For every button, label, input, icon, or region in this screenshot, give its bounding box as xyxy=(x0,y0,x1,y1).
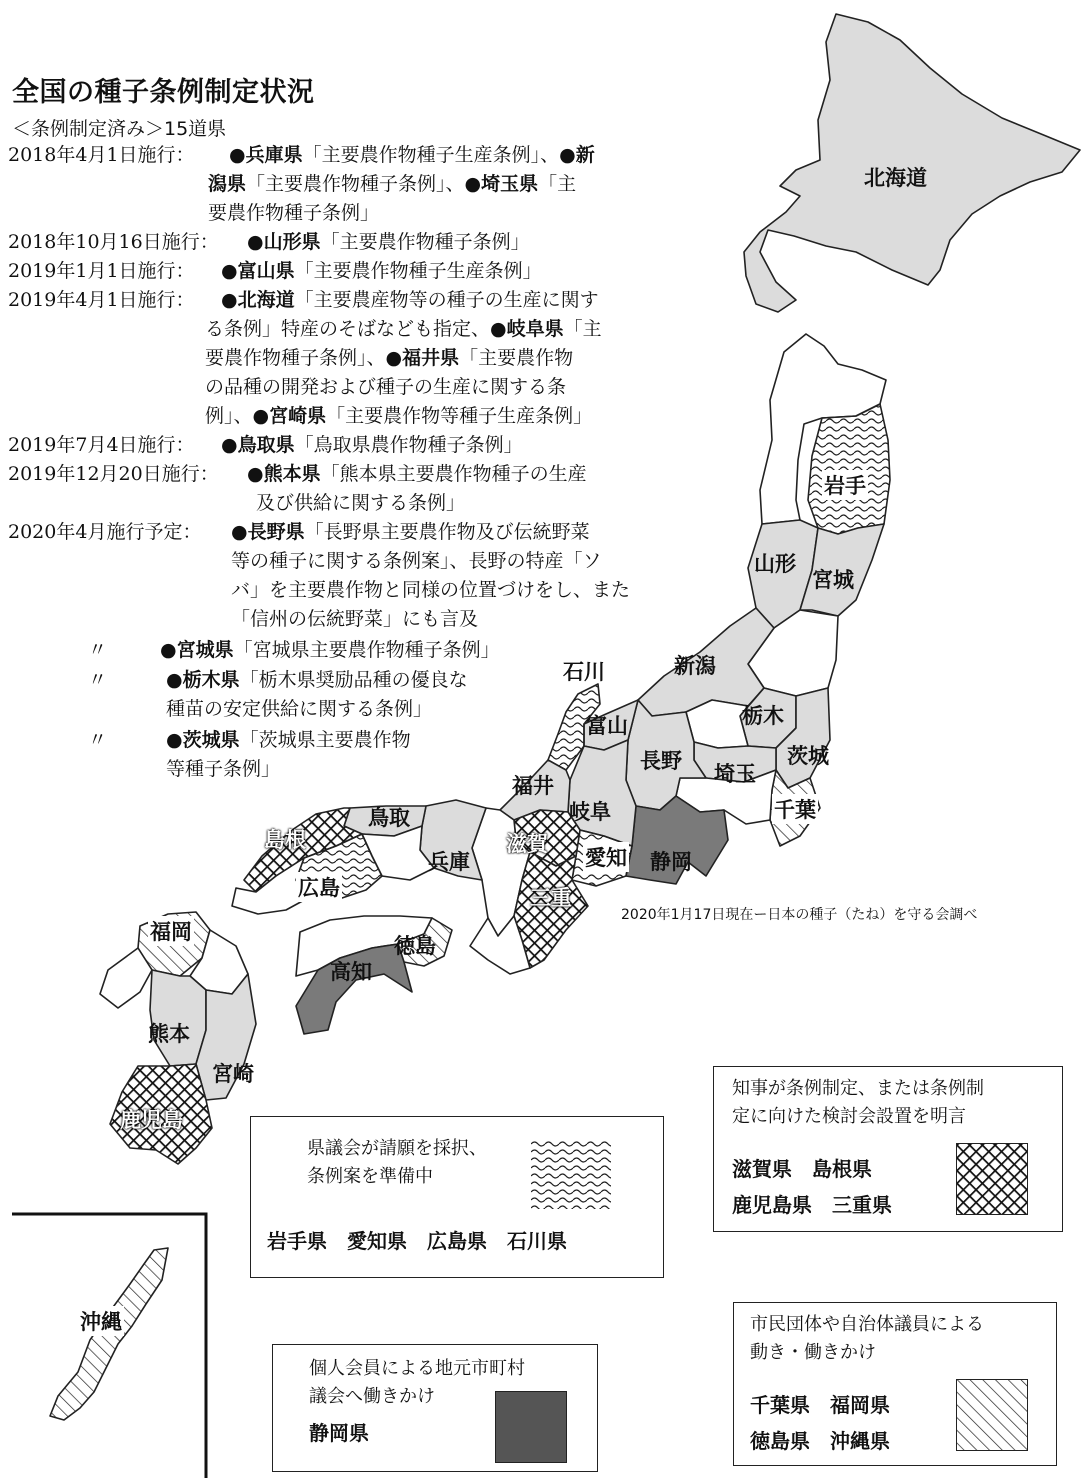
label-ishikawa: 石川 xyxy=(563,660,605,684)
entry-text-line xyxy=(256,489,465,518)
label-hokkaido: 北海道 xyxy=(864,166,927,190)
prefecture-name: ●栃木県 xyxy=(166,669,240,691)
label-hiroshima: 広島 xyxy=(296,872,342,902)
label-fukui: 福井 xyxy=(512,774,554,798)
ordinance-text: 等種子条例」 xyxy=(166,758,281,780)
label-ibaraki: 茨城 xyxy=(787,744,829,768)
label-mie: 三重 xyxy=(530,886,572,910)
crosshatch-pattern-swatch xyxy=(956,1143,1028,1215)
legend-petition-adopted xyxy=(250,1116,664,1278)
label-hyogo: 兵庫 xyxy=(428,850,470,874)
prefecture-name: ●新 xyxy=(559,144,595,166)
label-niigata: 新潟 xyxy=(674,654,716,678)
ordinance-text: 「主 xyxy=(563,318,602,340)
label-okinawa: 沖縄 xyxy=(78,1306,124,1336)
label-tottori: 鳥取 xyxy=(368,806,410,830)
entry-date: 〃 xyxy=(88,669,108,691)
ordinance-text: 「主要農作物種子条例」 xyxy=(320,231,530,253)
prefecture-name: ●宮崎県 xyxy=(252,405,327,427)
ordinance-text: 要農作物種子条例」、 xyxy=(205,347,386,369)
entry-text-line xyxy=(205,315,602,344)
legend-citizen-groups xyxy=(733,1302,1057,1466)
legend-caption: 県議会が請願を採択、 条例案を準備中 xyxy=(307,1138,487,1187)
ordinance-text: 「主要農産物等の種子の生産に関す xyxy=(294,289,599,311)
entry-date: 2020年4月施行予定： xyxy=(8,521,202,543)
entry-text-line xyxy=(247,460,587,489)
label-shizuoka: 静岡 xyxy=(650,850,692,874)
entry-text-line xyxy=(166,755,280,784)
entry-text-line xyxy=(166,695,432,724)
label-kochi: 高知 xyxy=(330,960,372,984)
entry-text-line xyxy=(221,257,542,286)
diagonal-pattern-swatch xyxy=(956,1379,1028,1451)
legend-prefectures: 静岡県 xyxy=(309,1421,369,1445)
entry-text-line xyxy=(229,141,595,170)
prefecture-name: ●富山県 xyxy=(221,260,295,282)
ordinance-text: 「主要農作物種子生産条例」、 xyxy=(302,144,560,166)
label-kumamoto: 熊本 xyxy=(148,1022,190,1046)
entry-text-line xyxy=(231,518,590,547)
label-yamagata: 山形 xyxy=(754,552,796,576)
entry-date: 〃 xyxy=(88,639,108,661)
label-toyama: 富山 xyxy=(586,714,628,738)
entry-text-line xyxy=(208,199,379,228)
prefecture-name: ●長野県 xyxy=(231,521,305,543)
entry-date: 2019年12月20日施行： xyxy=(8,463,219,485)
entry-text-line xyxy=(160,636,500,665)
ordinance-text: 及び供給に関する条例」 xyxy=(256,492,466,514)
prefecture-name: ●北海道 xyxy=(221,289,295,311)
legend-prefectures: 滋賀県 島根県 鹿児島県 三重県 xyxy=(732,1157,892,1217)
label-saitama: 埼玉 xyxy=(714,762,756,786)
ordinance-text: 「鳥取県農作物種子条例」 xyxy=(294,434,523,456)
ordinance-text: 等の種子に関する条例案」、長野の特産「ソ xyxy=(231,550,602,572)
ordinance-text: バ」を主要農作物と同様の位置づけをし、また xyxy=(231,579,631,601)
label-miyagi: 宮城 xyxy=(812,568,854,592)
entry-text-line xyxy=(221,286,599,315)
entry-text-line xyxy=(231,605,478,634)
label-kagoshima: 鹿児島 xyxy=(120,1108,183,1132)
legend-individual-members xyxy=(272,1344,598,1472)
prefecture-name: ●茨城県 xyxy=(166,729,240,751)
region-gunma xyxy=(686,700,748,748)
prefecture-name: ●宮城県 xyxy=(160,639,234,661)
entry-date: 2019年1月1日施行： xyxy=(8,260,195,282)
ordinance-text: 「茨城県主要農作物 xyxy=(239,729,411,751)
ordinance-text: 「熊本県主要農作物種子の生産 xyxy=(320,463,587,485)
label-shiga: 滋賀 xyxy=(506,832,548,856)
ordinance-text: 「主要農作物種子生産条例」 xyxy=(294,260,542,282)
entry-date: 〃 xyxy=(88,729,108,751)
prefecture-name: ●岐阜県 xyxy=(490,318,564,340)
region-iwate xyxy=(808,404,890,534)
label-miyazaki: 宮崎 xyxy=(212,1062,254,1086)
entry-date: 2019年4月1日施行： xyxy=(8,289,195,311)
entry-date: 2018年10月16日施行： xyxy=(8,231,219,253)
prefecture-name: ●兵庫県 xyxy=(229,144,303,166)
ordinance-text: 例」、 xyxy=(205,405,253,427)
entry-text-line xyxy=(166,666,468,695)
ordinance-text: 「栃木県奨励品種の優良な xyxy=(239,669,468,691)
ordinance-text: 「主要農作物等種子生産条例」 xyxy=(326,405,593,427)
entry-text-line xyxy=(221,431,523,460)
ordinance-text: 「主 xyxy=(538,173,577,195)
entry-date: 2019年7月4日施行： xyxy=(8,434,195,456)
prefecture-name: ●山形県 xyxy=(247,231,321,253)
ordinance-text: 「信州の伝統野菜」にも言及 xyxy=(231,608,479,630)
label-iwate: 岩手 xyxy=(822,470,868,500)
entry-text-line xyxy=(166,726,411,755)
ordinance-text: 「宮城県主要農作物種子条例」 xyxy=(233,639,500,661)
entry-date: 2018年4月1日施行： xyxy=(8,144,195,166)
label-shimane: 島根 xyxy=(264,828,306,852)
entry-text-line xyxy=(231,576,630,605)
wavy-pattern-swatch xyxy=(531,1139,611,1209)
entry-text-line xyxy=(205,373,566,402)
label-nagano: 長野 xyxy=(640,749,682,773)
dark-pattern-swatch xyxy=(495,1391,567,1463)
legend-caption: 市民団体や自治体議員による 動き・働きかけ xyxy=(750,1314,984,1363)
prefecture-name: ●福井県 xyxy=(385,347,460,369)
entry-text-line xyxy=(247,228,530,257)
prefecture-name: 潟県 xyxy=(208,173,247,195)
enacted-count-heading: ＜条例制定済み＞15道県 xyxy=(12,118,227,140)
ordinance-text: 「主要農作物種子条例」、 xyxy=(246,173,465,195)
legend-caption: 知事が条例制定、または条例制 定に向けた検討会設置を明言 xyxy=(732,1078,984,1127)
ordinance-text: の品種の開発および種子の生産に関する条 xyxy=(205,376,567,398)
prefecture-name: ●埼玉県 xyxy=(464,173,539,195)
legend-prefectures: 岩手県 愛知県 広島県 石川県 xyxy=(267,1229,567,1253)
region-saga-nagasaki xyxy=(100,948,152,1008)
label-chiba: 千葉 xyxy=(772,794,818,824)
entry-text-line xyxy=(205,402,592,431)
label-tochigi: 栃木 xyxy=(742,704,784,728)
ordinance-text: る条例」特産のそばなども指定、 xyxy=(205,318,491,340)
entry-text-line xyxy=(231,547,602,576)
prefecture-name: ●鳥取県 xyxy=(221,434,295,456)
label-aichi: 愛知 xyxy=(583,842,629,872)
legend-governor-declared xyxy=(713,1066,1063,1232)
entry-text-line xyxy=(205,344,573,373)
legend-prefectures: 千葉県 福岡県 徳島県 沖縄県 xyxy=(750,1393,890,1453)
page-title: 全国の種子条例制定状況 xyxy=(12,77,315,108)
ordinance-text: 「主要農作物 xyxy=(459,347,574,369)
prefecture-name: ●熊本県 xyxy=(247,463,321,485)
label-fukuoka: 福岡 xyxy=(148,916,194,946)
ordinance-text: 「長野県主要農作物及び伝統野菜 xyxy=(304,521,590,543)
source-note: 2020年1月17日現在ー日本の種子（たね）を守る会調べ xyxy=(621,907,978,923)
label-tokushima: 徳島 xyxy=(394,934,436,958)
ordinance-text: 種苗の安定供給に関する条例」 xyxy=(166,698,433,720)
label-gifu: 岐阜 xyxy=(569,800,611,824)
entry-text-line xyxy=(208,170,576,199)
legend-caption: 個人会員による地元市町村 議会へ働きかけ xyxy=(309,1358,525,1407)
ordinance-text: 要農作物種子条例」 xyxy=(208,202,380,224)
